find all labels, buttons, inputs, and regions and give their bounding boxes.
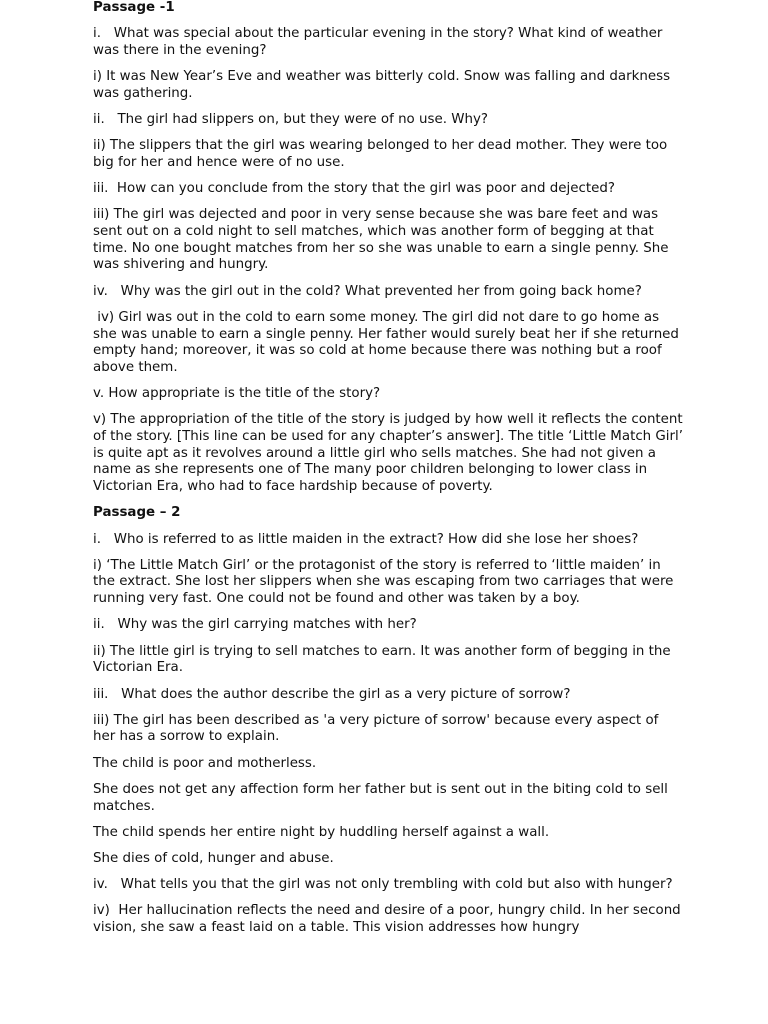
question-text: ii. Why was the girl carrying matches with her? [93,617,417,633]
question-text: i. What was special about the particular evening in the story? What kind of weather was there in the evening? [93,26,667,58]
question-text: ii. The girl had slippers on, but they were of no use. Why? [93,112,488,128]
answer-text: iv) Her hallucination reflects the need and desire of a poor, hungry child. In her second vision, she saw a feast laid on a table. This vision addresses how hungry [93,903,685,936]
passage-heading: Passage – 2 [93,505,181,521]
question-text: v. How appropriate is the title of the story? [93,386,381,402]
answer-text: ii) The little girl is trying to sell matches to earn. It was another form of begging in the Victorian Era. [93,643,675,676]
question-text: iii. What does the author describe the girl as a very picture of sorrow? [93,686,571,702]
answer-text: iv) Girl was out in the cold to earn some money. The girl did not dare to go home as she was unable to earn a single penny. Her father would surely beat her if she returned empty hand; moreover, it was so cold at home because there was nothing but a roof above them. [93,309,684,375]
answer-text: i) It was New Year’s Eve and weather was bitterly cold. Snow was falling and darkness was gathering. [93,69,675,101]
document-page [93,0,688,946]
answer-text: She does not get any affection form her father but is sent out in the biting cold to sell matches. [93,781,673,814]
answer-text: i) ‘The Little Match Girl’ or the protagonist of the story is referred to ‘little maiden’ in the extract. She lost her slippers when she was escaping from two carriages that were running very fast. One could not be found and other was taken by a boy. [93,557,678,607]
answer-text: The child spends her entire night by huddling herself against a wall. [93,824,550,840]
answer-text: iii) The girl was dejected and poor in very sense because she was bare feet and was sent out on a cold night to sell matches, which was another form of begging at that time. No one bought matches from her so she was unable to earn a single penny. She was shivering and hungry. [93,207,673,273]
passage-heading: Passage -1 [93,0,175,15]
answer-text: ii) The slippers that the girl was wearing belonged to her dead mother. They were too big for her and hence were of no use. [93,138,672,170]
question-text: i. Who is referred to as little maiden in the extract? How did she lose her shoes? [93,531,639,547]
question-text: iii. How can you conclude from the story that the girl was poor and dejected? [93,181,615,197]
answer-text: She dies of cold, hunger and abuse. [93,850,334,866]
answer-text: iii) The girl has been described as 'a very picture of sorrow' because every aspect of her has a sorrow to explain. [93,712,663,745]
answer-text: v) The appropriation of the title of the story is judged by how well it reflects the content of the story. [This line can be used for any chapter’s answer]. The title ‘Little Match Girl’ is quite apt as it revolves around a little girl who sells matches. She had not given a name as she represents one of The many poor children belonging to lower class in Victorian Era, who had to face hardship because of poverty. [93,412,688,495]
question-text: iv. What tells you that the girl was not only trembling with cold but also with hunger? [93,877,673,893]
answer-text: The child is poor and motherless. [93,755,317,771]
question-text: iv. Why was the girl out in the cold? What prevented her from going back home? [93,283,642,299]
